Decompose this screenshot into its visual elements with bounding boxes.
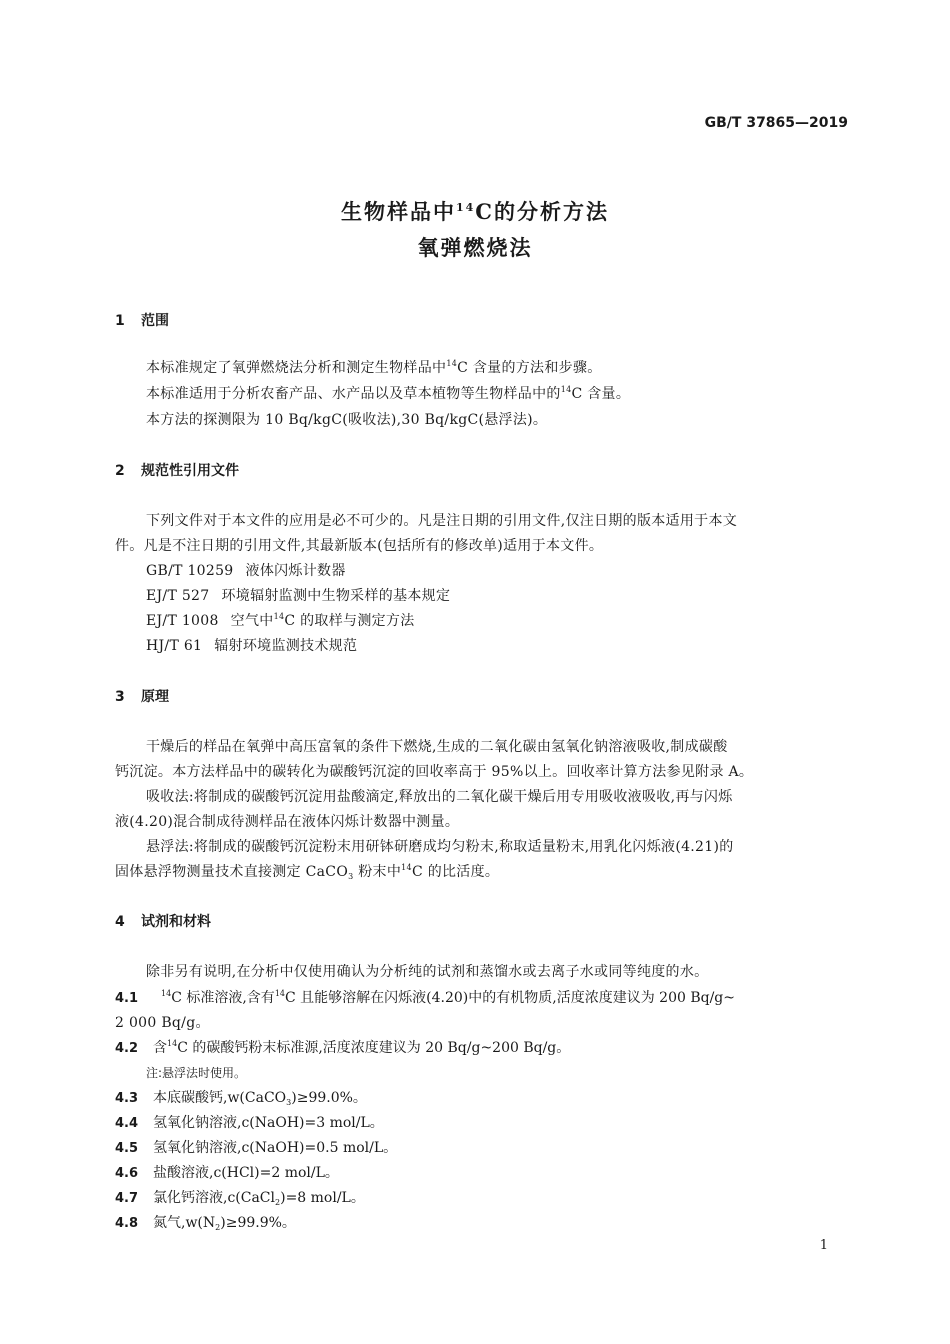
section-4-intro: 除非另有说明,在分析中仅使用确认为分析纯的试剂和蒸馏水或去离子水或同等纯度的水。 <box>146 964 709 980</box>
subscript: 3 <box>348 872 354 881</box>
isotope-sup: 14 <box>273 612 285 621</box>
section-3-para-2-line-2: 液(4.20)混合制成待测样品在液体闪烁计数器中测量。 <box>115 814 460 830</box>
section-2-title: 规范性引用文件 <box>141 463 239 479</box>
section-1-title: 范围 <box>141 313 169 329</box>
text: )=8 mol/L。 <box>280 1190 365 1206</box>
section-1-para-3: 本方法的探测限为 10 Bq/kgC(吸收法),30 Bq/kgC(悬浮法)。 <box>146 412 548 428</box>
subscript: 3 <box>286 1098 292 1107</box>
section-4-number: 4 <box>115 914 125 930</box>
title-isotope-sup: 14 <box>455 201 476 214</box>
item-number: 4.7 <box>115 1191 139 1206</box>
ref-title: 环境辐射监测中生物采样的基本规定 <box>221 588 451 604</box>
text: 本底碳酸钙,w(CaCO <box>153 1090 287 1106</box>
section-2-number: 2 <box>115 463 125 479</box>
item-4-1 <box>115 987 735 1007</box>
subscript: 2 <box>215 1223 221 1232</box>
item-4-6 <box>115 1162 339 1182</box>
ref-title: C 的取样与测定方法 <box>284 613 415 629</box>
title-line1-a: 生物样品中 <box>340 199 456 224</box>
normative-ref-3 <box>146 610 415 630</box>
text: C 的比活度。 <box>411 864 500 880</box>
section-4-heading <box>115 911 211 931</box>
item-number: 4.3 <box>115 1091 139 1106</box>
item-number: 4.6 <box>115 1166 139 1181</box>
item-4-2 <box>115 1037 570 1057</box>
isotope-sup: 14 <box>274 989 285 998</box>
item-4-2-note: 注:悬浮法时使用。 <box>146 1066 247 1080</box>
text: 本标准规定了氧弹燃烧法分析和测定生物样品中 <box>146 360 447 376</box>
section-1-number: 1 <box>115 313 125 329</box>
text: C 含量。 <box>571 386 631 402</box>
section-1-para-1 <box>146 357 602 377</box>
isotope-sup: 14 <box>161 989 172 998</box>
section-4-title: 试剂和材料 <box>141 914 211 930</box>
title-line1-b: C的分析方法 <box>475 199 610 224</box>
text: 氢氧化钠溶液,c(NaOH)=3 mol/L。 <box>153 1115 384 1131</box>
item-4-8 <box>115 1212 296 1232</box>
text: C 含量的方法和步骤。 <box>457 360 602 376</box>
text: )≥99.9%。 <box>220 1215 296 1231</box>
section-3-para-1-line-2: 钙沉淀。本方法样品中的碳转化为碳酸钙沉淀的回收率高于 95%以上。回收率计算方法参见附录 A。 <box>115 764 754 780</box>
section-3-title: 原理 <box>141 689 169 705</box>
ref-code: EJ/T 1008 <box>146 613 219 629</box>
normative-ref-1 <box>146 560 346 580</box>
item-4-4 <box>115 1112 384 1132</box>
item-4-1-line-2: 2 000 Bq/g。 <box>115 1015 210 1031</box>
ref-title: 空气中 <box>230 613 274 629</box>
isotope-sup: 14 <box>401 863 412 872</box>
isotope-sup: 14 <box>446 359 458 368</box>
ref-code: HJ/T 61 <box>146 638 203 654</box>
item-number: 4.2 <box>115 1041 139 1056</box>
ref-code: EJ/T 527 <box>146 588 210 604</box>
item-number: 4.8 <box>115 1216 139 1231</box>
section-2-para-1-line-2: 件。凡是不注日期的引用文件,其最新版本(包括所有的修改单)适用于本文件。 <box>115 538 604 554</box>
item-4-7 <box>115 1187 365 1207</box>
subscript: 2 <box>275 1198 281 1207</box>
document-title <box>0 196 950 226</box>
text: 固体悬浮物测量技术直接测定 CaCO <box>115 864 349 880</box>
ref-code: GB/T 10259 <box>146 563 234 579</box>
ref-title: 液体闪烁计数器 <box>245 563 346 579</box>
item-4-3 <box>115 1087 367 1107</box>
item-number: 4.1 <box>115 991 139 1006</box>
item-4-5 <box>115 1137 397 1157</box>
document-subtitle: 氧弹燃烧法 <box>417 235 533 260</box>
section-3-para-3-line-2 <box>115 861 499 881</box>
text: 氮气,w(N <box>153 1215 216 1231</box>
item-number: 4.5 <box>115 1141 139 1156</box>
section-3-para-2-line-1: 吸收法:将制成的碳酸钙沉淀用盐酸滴定,释放出的二氧化碳干燥后用专用吸收液吸收,再与闪烁 <box>146 789 733 805</box>
isotope-sup: 14 <box>560 385 572 394</box>
text: 本标准适用于分析农畜产品、水产品以及草本植物等生物样品中的 <box>146 386 561 402</box>
text: C 标准溶液,含有 <box>171 990 275 1006</box>
section-2-para-1-line-1: 下列文件对于本文件的应用是必不可少的。凡是注日期的引用文件,仅注日期的版本适用于本文 <box>146 513 738 529</box>
text: C 的碳酸钙粉末标准源,活度浓度建议为 20 Bq/g~200 Bq/g。 <box>177 1040 571 1056</box>
text: 粉末中 <box>353 864 402 880</box>
normative-ref-2 <box>146 585 450 605</box>
section-1-heading <box>115 310 169 330</box>
isotope-sup: 14 <box>167 1039 178 1048</box>
text: C 且能够溶解在闪烁液(4.20)中的有机物质,活度浓度建议为 200 Bq/g~ <box>285 990 735 1006</box>
section-3-heading <box>115 686 169 706</box>
section-1-para-2 <box>146 383 630 403</box>
section-2-heading <box>115 460 239 480</box>
section-3-number: 3 <box>115 689 125 705</box>
item-number: 4.4 <box>115 1116 139 1131</box>
normative-ref-4 <box>146 635 357 655</box>
ref-title: 辐射环境监测技术规范 <box>214 638 358 654</box>
text: 含 <box>153 1040 167 1056</box>
page-number: 1 <box>819 1238 828 1253</box>
text: )≥99.0%。 <box>291 1090 367 1106</box>
text: 氢氧化钠溶液,c(NaOH)=0.5 mol/L。 <box>153 1140 398 1156</box>
section-3-para-3-line-1: 悬浮法:将制成的碳酸钙沉淀粉末用研钵研磨成均匀粉末,称取适量粉末,用乳化闪烁液(4.21)的 <box>146 839 734 855</box>
text: 盐酸溶液,c(HCl)=2 mol/L。 <box>153 1165 339 1181</box>
section-3-para-1-line-1: 干燥后的样品在氧弹中高压富氧的条件下燃烧,生成的二氧化碳由氢氧化钠溶液吸收,制成碳酸 <box>146 739 728 755</box>
standard-code: GB/T 37865—2019 <box>704 115 848 131</box>
text: 氯化钙溶液,c(CaCl <box>153 1190 276 1206</box>
